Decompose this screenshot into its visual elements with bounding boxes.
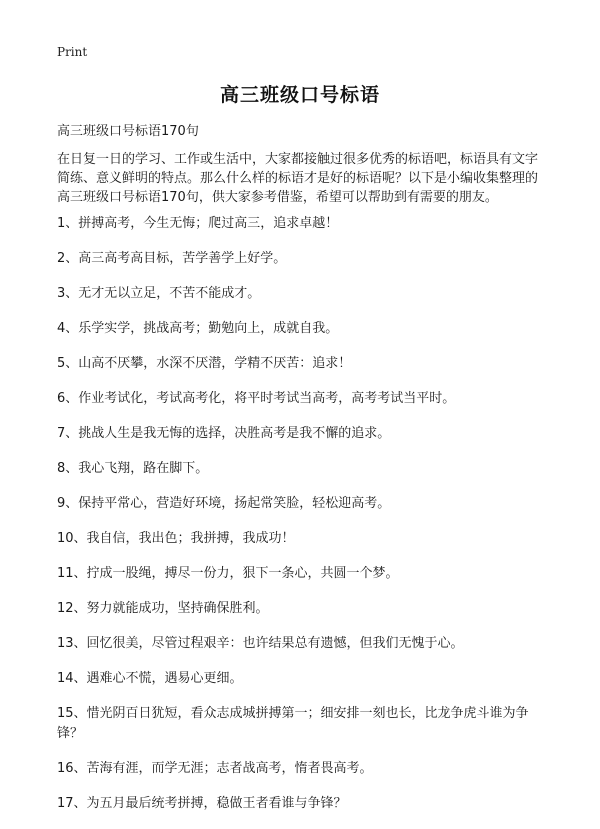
list-item: 4、乐学实学，挑战高考；勤勉向上，成就自我。: [57, 321, 339, 336]
list-item: 15、惜光阴百日犹短，看众志成城拼搏第一；细安排一刻也长，比龙争虎斗谁为争锋？: [57, 706, 529, 741]
list-item: 11、拧成一股绳，搏尽一份力，狠下一条心，共圆一个梦。: [57, 566, 399, 581]
list-item: 12、努力就能成功，坚持确保胜利。: [57, 601, 269, 616]
list-item: 14、遇难心不慌，遇易心更细。: [57, 671, 243, 686]
intro-paragraph: 在日复一日的学习、工作或生活中，大家都接触过很多优秀的标语吧，标语具有文字简练、意义鲜明的特点。那么什么样的标语才是好的标语呢？以下是小编收集整理的高三班级口号标语170句，供大家参考借鉴，希望可以帮助到有需要的朋友。: [57, 152, 539, 205]
print-link[interactable]: Print: [57, 45, 88, 59]
slogan-list: [57, 214, 549, 829]
list-item: 16、苦海有涯，而学无涯；志者战高考，惰者畏高考。: [57, 761, 373, 776]
list-item: 6、作业考试化，考试高考化，将平时考试当高考，高考考试当平时。: [57, 391, 456, 406]
list-item: 5、山高不厌攀，水深不厌潜，学精不厌苦：追求！: [57, 356, 352, 371]
list-item: 7、挑战人生是我无悔的选择，决胜高考是我不懈的追求。: [57, 426, 391, 441]
list-item: 8、我心飞翔，路在脚下。: [57, 461, 209, 476]
list-item: 13、回忆很美，尽管过程艰辛：也许结果总有遗憾，但我们无愧于心。: [57, 636, 464, 651]
article-subtitle: 高三班级口号标语170句: [57, 124, 199, 139]
list-item: 2、高三高考高目标，苦学善学上好学。: [57, 251, 287, 266]
list-item: 10、我自信，我出色；我拼搏，我成功！: [57, 531, 295, 546]
list-item: 17、为五月最后统考拼搏，稳做王者看谁与争锋？: [57, 796, 347, 811]
page-title: 高三班级口号标语: [219, 84, 380, 106]
list-item: 3、无才无以立足，不苦不能成才。: [57, 286, 261, 301]
list-item: 1、拼搏高考，今生无悔；爬过高三，追求卓越！: [57, 216, 339, 231]
list-item: 9、保持平常心，营造好环境，扬起常笑脸，轻松迎高考。: [57, 496, 391, 511]
